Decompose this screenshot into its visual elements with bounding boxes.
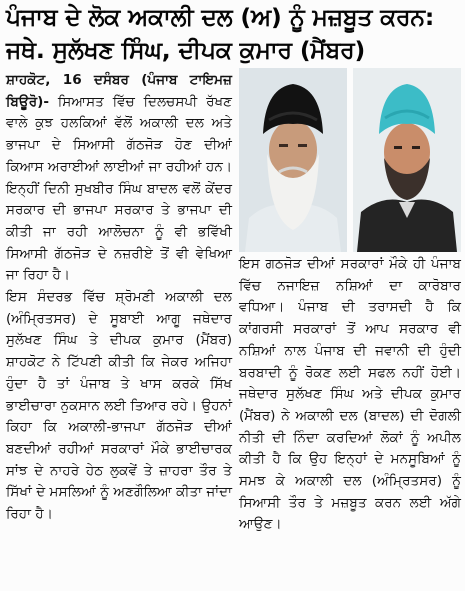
article-paragraph-1 — [6, 70, 232, 287]
paragraph-1-text: ਸਿਆਸਤ ਵਿੱਚ ਦਿਲਚਸਪੀ ਰੱਖਣ ਵਾਲੇ ਕੁਝ ਹਲਕਿਆਂ ਵੱਲੋਂ ਅਕਾਲੀ ਦਲ ਅਤੇ ਭਾਜਪਾ ਦੇ ਸਿਆਸੀ ਗੱਠਜੋੜ ਹੋਣ ਦੀਆਂ ਕਿਆਸ ਅਰਾਈਆਂ ਲਾਈਆਂ ਜਾ ਰਹੀਆਂ ਹਨ। ਇਨ੍ਹੀਂ ਦਿਨੀ ਸੁਖਬੀਰ ਸਿੰਘ ਬਾਦਲ ਵਲੋਂ ਕੇਂਦਰ ਸਰਕਾਰ ਦੀ ਭਾਜਪਾ ਸਰਕਾਰ ਤੇ ਭਾਜਪਾ ਦੀ ਕੀਤੀ ਜਾ ਰਹੀ ਆਲੋਚਨਾ ਨੂੰ ਵੀ ਭਵਿੱਖੀ ਸਿਆਸੀ ਗੱਠਜੋੜ ਦੇ ਨਜ਼ਰੀਏ ਤੋਂ ਵੀ ਵੇਖਿਆ ਜਾ ਰਿਹਾ ਹੈ। — [6, 93, 232, 284]
photo-deepak-kumar — [353, 68, 461, 252]
article-paragraph-2: ਇਸ ਸੰਦਰਭ ਵਿੱਚ ਸ਼੍ਰੋਮਣੀ ਅਕਾਲੀ ਦਲ (ਅੰਮ੍ਰਿਤਸਰ) ਦੇ ਸੂਬਾਈ ਆਗੂ ਜਥੇਦਾਰ ਸੁਲੱਖਣ ਸਿੰਘ ਤੇ ਦੀਪਕ ਕੁਮਾਰ (ਮੈਂਬਰ) ਸ਼ਾਹਕੋਟ ਨੇ ਟਿੱਪਣੀ ਕੀਤੀ ਕਿ ਜੇਕਰ ਅਜਿਹਾ ਹੁੰਦਾ ਹੈ ਤਾਂ ਪੰਜਾਬ ਤੇ ਖਾਸ ਕਰਕੇ ਸਿੱਖ ਭਾਈਚਾਰਾ ਨੁਕਸਾਨ ਲਈ ਤਿਆਰ ਰਹੇ। ਉਹਨਾਂ ਕਿਹਾ ਕਿ ਅਕਾਲੀ-ਭਾਜਪਾ ਗੱਠਜੋੜ ਦੀਆਂ ਬਣਦੀਆਂ ਰਹੀਆਂ ਸਰਕਾਰਾਂ ਮੌਕੇ ਭਾਈਚਾਰਕ ਸਾਂਝ ਦੇ ਨਾਹਰੇ ਹੇਠ ਲੁਕਵੇਂ ਤੇ ਜ਼ਾਹਰਾ ਤੌਰ ਤੇ ਸਿੱਖਾਂ ਦੇ ਮਸਲਿਆਂ ਨੂੰ ਅਣਗੌਲਿਆ ਕੀਤਾ ਜਾਂਦਾ ਰਿਹਾ ਹੈ। — [6, 289, 232, 523]
headline-line-2: ਜਥੇ. ਸੁਲੱਖਣ ਸਿੰਘ, ਦੀਪਕ ਕੁਮਾਰ (ਮੈਂਬਰ) — [6, 36, 366, 64]
photos — [239, 68, 461, 252]
headline — [6, 2, 461, 68]
headline-line-1: ਪੰਜਾਬ ਦੇ ਲੋਕ ਅਕਾਲੀ ਦਲ (ਅ) ਨੂੰ ਮਜ਼ਬੂਤ ਕਰਨ: — [6, 3, 435, 31]
article-left-column — [6, 70, 232, 526]
article-paragraph-3: ਇਸ ਗਠਜੋੜ ਦੀਆਂ ਸਰਕਾਰਾਂ ਮੌਕੇ ਹੀ ਪੰਜਾਬ ਵਿੱਚ ਨਜਾਇਜ਼ ਨਸ਼ਿਆਂ ਦਾ ਕਾਰੋਬਾਰ ਵਧਿਆ। ਪੰਜਾਬ ਦੀ ਤਰਾਸਦੀ ਹੈ ਕਿ ਕਾਂਗਰਸੀ ਸਰਕਾਰਾਂ ਤੋਂ ਆਪ ਸਰਕਾਰ ਵੀ ਨਸ਼ਿਆਂ ਨਾਲ ਪੰਜਾਬ ਦੀ ਜਵਾਨੀ ਦੀ ਹੁੰਦੀ ਬਰਬਾਦੀ ਨੂੰ ਰੋਕਣ ਲਈ ਸਫਲ ਨਹੀਂ ਹੋਈ। ਜਥੇਦਾਰ ਸੁਲੱਖਣ ਸਿੰਘ ਅਤੇ ਦੀਪਕ ਕੁਮਾਰ (ਮੈਂਬਰ) ਨੇ ਅਕਾਲੀ ਦਲ (ਬਾਦਲ) ਦੀ ਦੋਗਲੀ ਨੀਤੀ ਦੀ ਨਿੰਦਾ ਕਰਦਿਆਂ ਲੋਕਾਂ ਨੂੰ ਅਪੀਲ ਕੀਤੀ ਹੈ ਕਿ ਉਹ ਇਨ੍ਹਾਂ ਦੇ ਮਨਸੂਬਿਆਂ ਨੂੰ ਸਮਝ ਕੇ ਅਕਾਲੀ ਦਲ (ਅੰਮ੍ਰਿਤਸਰ) ਨੂੰ ਸਿਆਸੀ ਤੌਰ ਤੇ ਮਜ਼ਬੂਤ ਕਰਨ ਲਈ ਅੱਗੇ ਆਉਣ। — [239, 256, 461, 533]
dateline: ਸ਼ਾਹਕੋਟ, 16 ਦਸੰਬਰ (ਪੰਜਾਬ ਟਾਇਮਜ਼ ਬਿਊਰੋ)- — [6, 72, 232, 110]
photo-sulakhan-singh — [239, 68, 347, 252]
article-right-column — [239, 254, 461, 536]
